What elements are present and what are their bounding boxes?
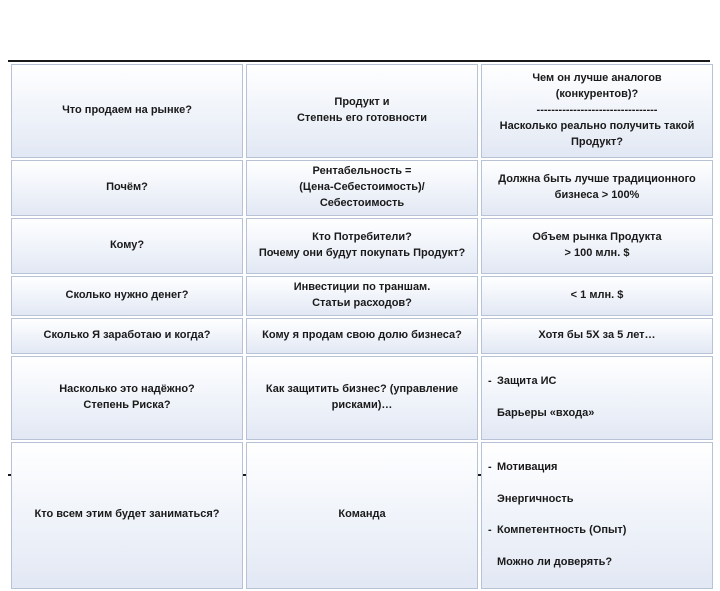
- question-cell: Почём?: [11, 160, 243, 216]
- question-cell: Кому?: [11, 218, 243, 274]
- detail-cell: Команда: [246, 442, 478, 589]
- list-item: Барьеры «входа»: [497, 406, 595, 419]
- question-cell: Что продаем на рынке?: [11, 64, 243, 158]
- list-item: - Компетентность (Опыт): [488, 523, 708, 539]
- question-cell: Сколько нужно денег?: [11, 276, 243, 316]
- list-item: Можно ли доверять?: [497, 556, 613, 569]
- bullet-mark: -: [488, 374, 492, 387]
- table-row: [11, 318, 713, 354]
- detail-cell: Инвестиции по траншам. Статьи расходов?: [246, 276, 478, 316]
- bullet-mark: -: [488, 460, 492, 473]
- detail-cell: Продукт и Степень его готовности: [246, 64, 478, 158]
- detail-cell: Как защитить бизнес? (управление рисками)…: [246, 356, 478, 440]
- table-row: [11, 442, 713, 589]
- list-item: Энергичность: [497, 492, 574, 505]
- table-row: [11, 276, 713, 316]
- criteria-cell: Хотя бы 5Х за 5 лет…: [481, 318, 713, 354]
- question-cell: Кто всем этим будет заниматься?: [11, 442, 243, 589]
- criteria-cell: [481, 442, 713, 589]
- table-row: [11, 64, 713, 158]
- list-item: - Защита ИС: [488, 374, 708, 390]
- table-row: [11, 218, 713, 274]
- question-cell: Насколько это надёжно? Степень Риска?: [11, 356, 243, 440]
- bullet-mark: -: [488, 524, 492, 537]
- criteria-cell: < 1 млн. $: [481, 276, 713, 316]
- criteria-cell: Должна быть лучше традиционного бизнеса > 100%: [481, 160, 713, 216]
- list-item: - Мотивация: [488, 460, 708, 476]
- table-row: [11, 356, 713, 440]
- detail-cell: Кому я продам свою долю бизнеса?: [246, 318, 478, 354]
- criteria-cell: Объем рынка Продукта > 100 млн. $: [481, 218, 713, 274]
- criteria-cell: Чем он лучше аналогов (конкурентов)? --------------------------------- Насколько реально получить такой Продукт?: [481, 64, 713, 158]
- detail-cell: Рентабельность = (Цена-Себестоимость)/ Себестоимость: [246, 160, 478, 216]
- criteria-cell: [481, 356, 713, 440]
- detail-cell: Кто Потребители? Почему они будут покупать Продукт?: [246, 218, 478, 274]
- business-questions-table: [8, 62, 716, 591]
- table-row: [11, 160, 713, 216]
- question-cell: Сколько Я заработаю и когда?: [11, 318, 243, 354]
